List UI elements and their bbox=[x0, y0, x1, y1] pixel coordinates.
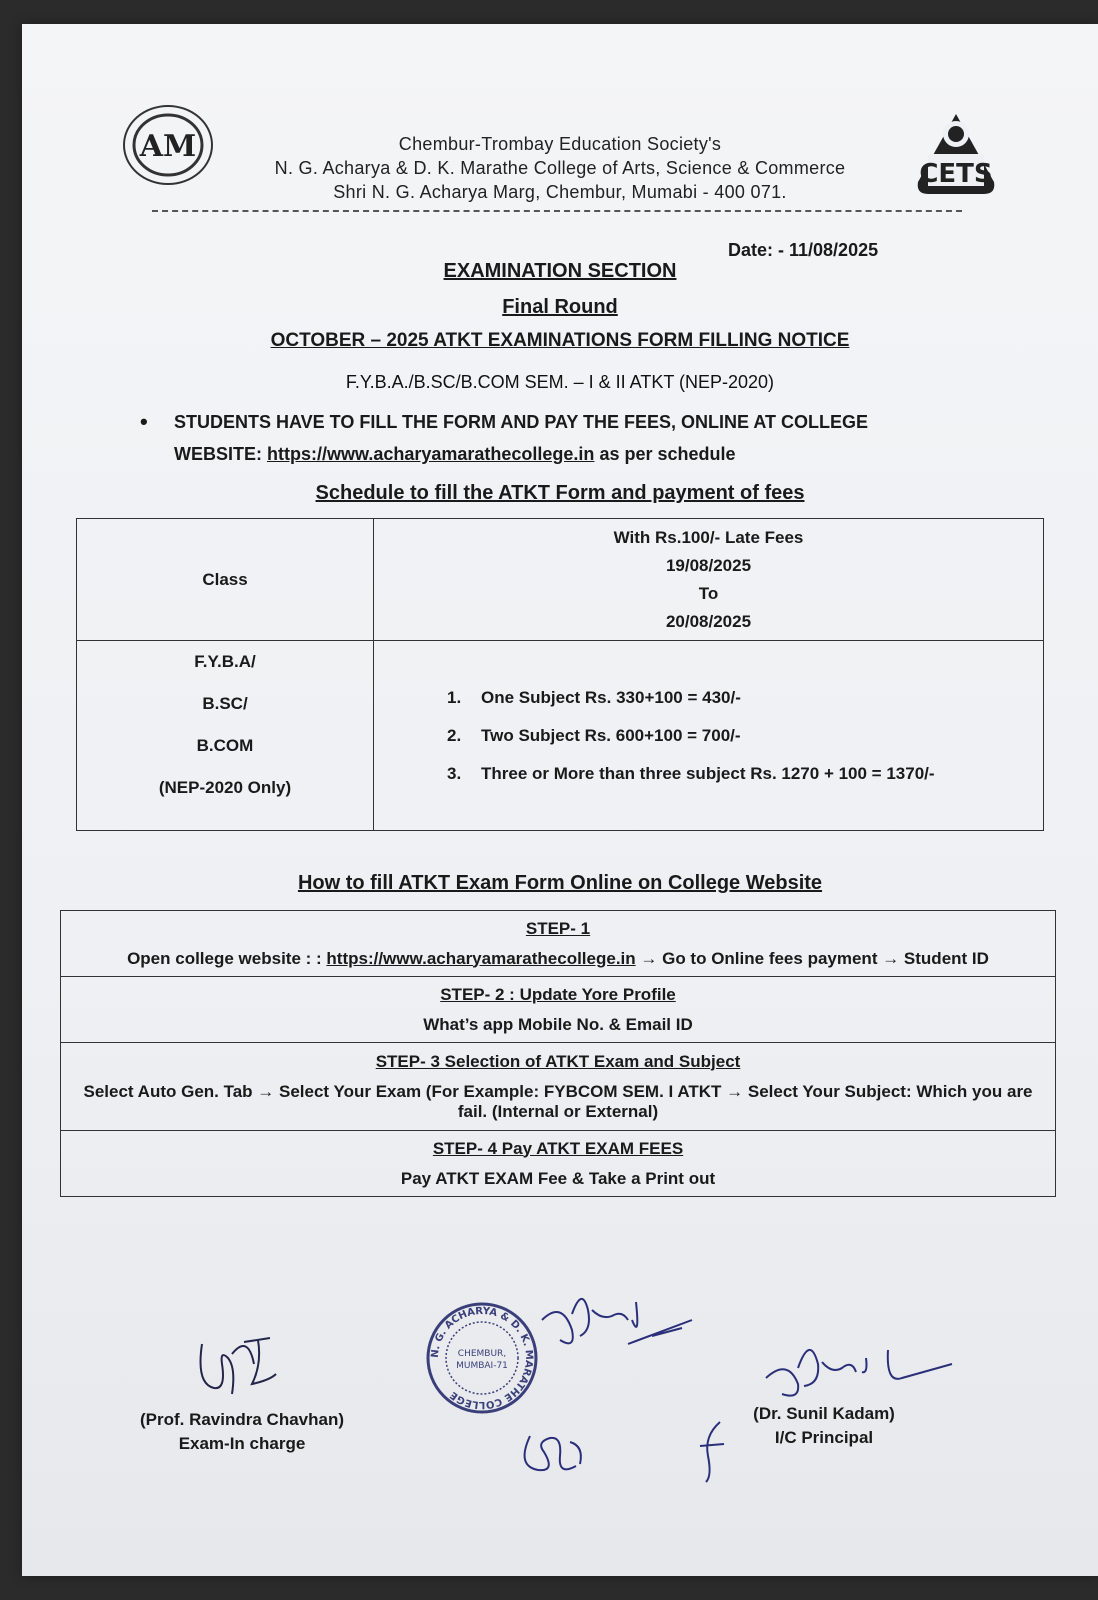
fee-list-cell bbox=[374, 641, 1044, 831]
instruction-suffix: as per schedule bbox=[594, 444, 736, 464]
section-title: EXAMINATION SECTION bbox=[443, 260, 677, 282]
fee-item bbox=[447, 764, 1042, 784]
step-text: Select Auto Gen. Tab → Select Your Exam (For Example: FYBCOM SEM. I ATKT → Select Your Subject: Which you are fail. (Internal or External) bbox=[83, 1081, 1033, 1121]
exam-incharge-signature-icon bbox=[192, 1324, 282, 1404]
instruction-text: STUDENTS HAVE TO FILL THE FORM AND PAY THE FEES, ONLINE AT COLLEGE WEBSITE: bbox=[174, 412, 869, 464]
exam-incharge-block bbox=[122, 1408, 362, 1456]
college-stamp-icon bbox=[424, 1300, 540, 1416]
step-heading: STEP- 2 : Update Yore Profile bbox=[440, 984, 676, 1004]
step-text bbox=[71, 949, 1045, 969]
step-row bbox=[61, 1043, 1056, 1131]
fee-item bbox=[447, 688, 1042, 708]
step-cell bbox=[61, 1043, 1056, 1131]
step-cell bbox=[61, 1131, 1056, 1197]
steps-table bbox=[60, 910, 1056, 1197]
bullet-icon: • bbox=[140, 409, 148, 434]
step-website-link[interactable]: https://www.acharyamarathecollege.in bbox=[326, 948, 636, 968]
schedule-table bbox=[76, 518, 1044, 831]
class-line: B.SC/ bbox=[202, 693, 248, 713]
class-line: B.COM bbox=[196, 735, 254, 755]
initials-signature-icon bbox=[510, 1416, 600, 1486]
class-line: (NEP-2020 Only) bbox=[158, 777, 292, 797]
step-heading: STEP- 3 Selection of ATKT Exam and Subject bbox=[375, 1051, 741, 1071]
step-text: Pay ATKT EXAM Fee & Take a Print out bbox=[400, 1168, 716, 1188]
late-fee-label: With Rs.100/- Late Fees bbox=[613, 527, 804, 547]
class-list-cell bbox=[77, 641, 374, 831]
stamp-center-line-1: CHEMBUR, bbox=[457, 1349, 507, 1359]
exam-incharge-name: (Prof. Ravindra Chavhan) bbox=[139, 1410, 345, 1429]
right-logo-letters: CETS bbox=[919, 159, 993, 189]
college-header bbox=[22, 132, 1098, 204]
step-row bbox=[61, 977, 1056, 1043]
left-logo-letters: AM bbox=[139, 129, 197, 164]
late-fee-to-date: 20/08/2025 bbox=[665, 611, 752, 631]
round-title: Final Round bbox=[502, 296, 618, 318]
step-text: What’s app Mobile No. & Email ID bbox=[423, 1014, 693, 1034]
fee-list bbox=[375, 688, 1042, 784]
society-name: Chembur-Trombay Education Society's bbox=[398, 134, 722, 154]
step-cell bbox=[61, 911, 1056, 977]
fee-item-number: 1. bbox=[447, 687, 462, 707]
schedule-title: Schedule to fill the ATKT Form and payment of fees bbox=[315, 482, 805, 504]
principal-signature-icon bbox=[532, 1280, 702, 1360]
notice-date: Date: - 11/08/2025 bbox=[728, 240, 879, 260]
principal-second-signature-icon bbox=[752, 1328, 962, 1408]
late-fee-to-word: To bbox=[698, 583, 719, 603]
notice-title: OCTOBER – 2025 ATKT EXAMINATIONS FORM FILLING NOTICE bbox=[270, 330, 850, 351]
principal-block bbox=[724, 1402, 924, 1450]
fee-item-text: Three or More than three subject Rs. 1270 + 100 = 1370/- bbox=[481, 763, 935, 783]
fee-item-number: 3. bbox=[447, 763, 462, 783]
step-heading: STEP- 1 bbox=[525, 918, 591, 938]
principal-name: (Dr. Sunil Kadam) bbox=[753, 1404, 895, 1423]
schedule-body-row bbox=[77, 641, 1044, 831]
stamp-center-line-2: MUMBAI-71 bbox=[456, 1361, 508, 1371]
class-line: F.Y.B.A/ bbox=[194, 651, 256, 671]
header-divider bbox=[152, 210, 962, 212]
fee-item-text: One Subject Rs. 330+100 = 430/- bbox=[481, 687, 741, 707]
college-address: Shri N. G. Acharya Marg, Chembur, Mumabi - 400 071. bbox=[333, 182, 787, 202]
classes-subtitle: F.Y.B.A./B.SC/B.COM SEM. – I & II ATKT (NEP-2020) bbox=[345, 372, 775, 392]
notice-paper bbox=[22, 24, 1098, 1576]
late-fee-from-date: 19/08/2025 bbox=[665, 555, 752, 575]
how-to-title: How to fill ATKT Exam Form Online on College Website bbox=[297, 872, 823, 894]
fee-item bbox=[447, 726, 1042, 746]
step-heading: STEP- 4 Pay ATKT EXAM FEES bbox=[432, 1138, 684, 1158]
step-cell bbox=[61, 977, 1056, 1043]
step-text-suffix: → Go to Online fees payment → Student ID bbox=[635, 948, 989, 968]
principal-role: I/C Principal bbox=[774, 1428, 874, 1447]
fee-item-number: 2. bbox=[447, 725, 462, 745]
step-row bbox=[61, 911, 1056, 977]
fee-item-text: Two Subject Rs. 600+100 = 700/- bbox=[481, 725, 741, 745]
late-fee-header bbox=[374, 519, 1044, 641]
schedule-header-row bbox=[77, 519, 1044, 641]
step-row bbox=[61, 1131, 1056, 1197]
step-text-prefix: Open college website : : bbox=[127, 948, 327, 968]
class-column-header: Class bbox=[77, 519, 374, 641]
stamp-ring-text: N. G. ACHARYA & D. K. MARATHE COLLEGE bbox=[429, 1305, 535, 1411]
exam-incharge-role: Exam-In charge bbox=[178, 1434, 306, 1453]
college-name: N. G. Acharya & D. K. Marathe College of Arts, Science & Commerce bbox=[274, 158, 846, 178]
instruction-bullet bbox=[140, 406, 960, 470]
college-website-link[interactable]: https://www.acharyamarathecollege.in bbox=[267, 444, 595, 464]
